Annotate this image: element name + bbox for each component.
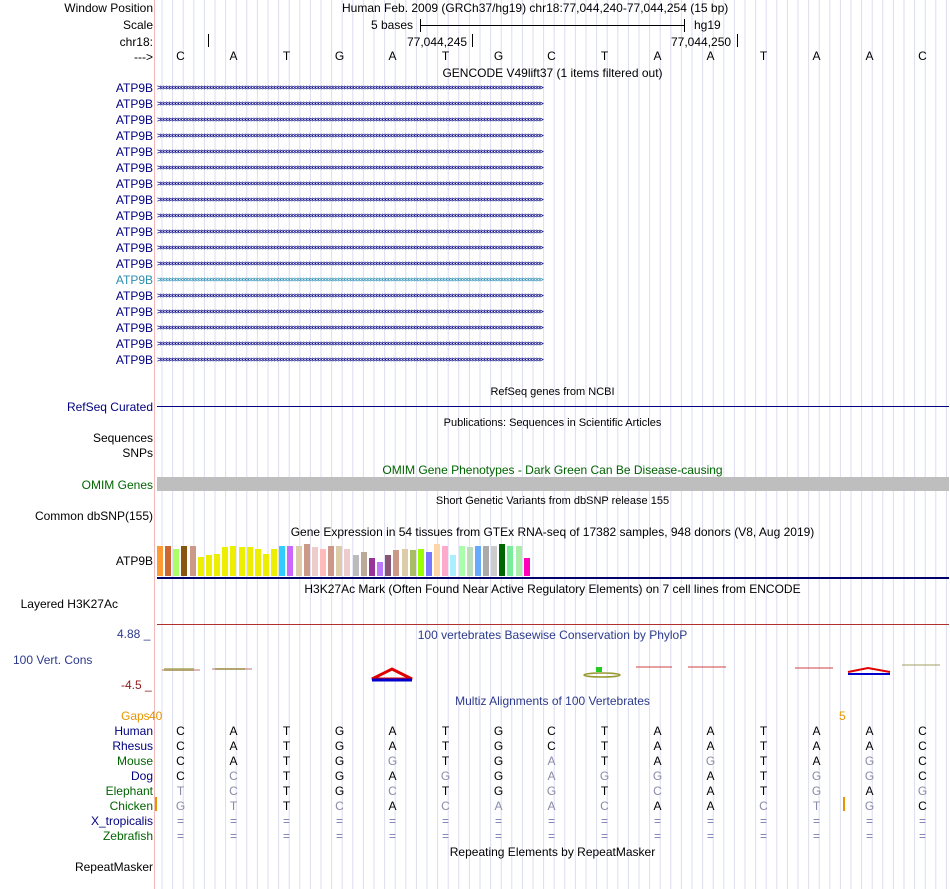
gtex-tissue-bar[interactable] — [181, 546, 187, 576]
base-letter: C — [547, 49, 556, 63]
aligned-base: G — [387, 754, 398, 768]
h3k27ac-baseline — [157, 624, 949, 625]
gencode-transcript-line[interactable]: >>>>>>>>>>>>>>>>>>>>>>>>>>>>>>>>>>>>>>>>>>>>>>>>>>>>>>>>>>>>>>>>>>>>>>>>>>>>>>>>>>>>>>>>>>>>>>>>>>>>>>>>>>>>>>>>>>>>>>>>>>>>>>>>>>>> — [157, 323, 542, 332]
base-letter: G — [493, 49, 504, 63]
species-alignment-row — [0, 724, 950, 738]
aligned-base: G — [864, 754, 875, 768]
gencode-transcript-line[interactable]: >>>>>>>>>>>>>>>>>>>>>>>>>>>>>>>>>>>>>>>>>>>>>>>>>>>>>>>>>>>>>>>>>>>>>>>>>>>>>>>>>>>>>>>>>>>>>>>>>>>>>>>>>>>>>>>>>>>>>>>>>>>>>>>>>>>> — [157, 227, 542, 236]
aligned-base: T — [759, 739, 768, 753]
gencode-transcript-line[interactable]: >>>>>>>>>>>>>>>>>>>>>>>>>>>>>>>>>>>>>>>>>>>>>>>>>>>>>>>>>>>>>>>>>>>>>>>>>>>>>>>>>>>>>>>>>>>>>>>>>>>>>>>>>>>>>>>>>>>>>>>>>>>>>>>>>>>> — [157, 339, 542, 348]
aligned-base: T — [600, 724, 609, 738]
aligned-base: T — [282, 724, 291, 738]
aligned-base: = — [918, 829, 926, 843]
gencode-gene-label[interactable]: ATP9B — [115, 113, 153, 127]
gtex-tissue-bar[interactable] — [271, 549, 277, 576]
chicken-gap-right — [843, 797, 845, 811]
aligned-base: G — [546, 784, 557, 798]
aligned-base: G — [493, 769, 504, 783]
aligned-base: A — [229, 739, 238, 753]
aligned-base: = — [335, 829, 343, 843]
repeatmasker-title: Repeating Elements by RepeatMasker — [449, 845, 656, 859]
species-label[interactable]: Dog — [130, 769, 153, 783]
aligned-base: C — [388, 784, 397, 798]
gtex-tissue-bar[interactable] — [157, 546, 163, 576]
aligned-base: G — [599, 769, 610, 783]
aligned-base: = — [865, 829, 873, 843]
aligned-base: A — [547, 754, 556, 768]
aligned-base: C — [547, 739, 556, 753]
aligned-base: A — [812, 739, 821, 753]
gtex-tissue-bar[interactable] — [304, 544, 310, 576]
base-letter: T — [759, 49, 768, 63]
aligned-base: G — [493, 739, 504, 753]
aligned-base: G — [493, 724, 504, 738]
aligned-base: G — [334, 769, 345, 783]
aligned-base: T — [812, 799, 821, 813]
gtex-tissue-bar[interactable] — [361, 552, 367, 576]
gtex-tissue-bar[interactable] — [287, 546, 293, 576]
gtex-tissue-bar[interactable] — [516, 546, 522, 576]
base-letter: T — [600, 49, 609, 63]
repeatmasker-label[interactable]: RepeatMasker — [74, 860, 153, 874]
gtex-bar-chart[interactable] — [157, 540, 949, 578]
aligned-base: C — [759, 799, 768, 813]
gtex-tissue-bar[interactable] — [402, 549, 408, 576]
gtex-tissue-bar[interactable] — [369, 558, 375, 576]
dbsnp-label[interactable]: Common dbSNP(155) — [34, 509, 153, 523]
gencode-gene-label[interactable]: ATP9B — [115, 353, 153, 367]
gtex-tissue-bar[interactable] — [442, 546, 448, 576]
aligned-base: A — [706, 724, 715, 738]
gtex-tissue-bar[interactable] — [198, 557, 204, 576]
species-alignment-row — [0, 829, 950, 843]
gtex-tissue-bar[interactable] — [296, 546, 302, 576]
gtex-tissue-bar[interactable] — [459, 546, 465, 576]
refseq-label[interactable]: RefSeq Curated — [66, 400, 153, 414]
aligned-base: A — [547, 799, 556, 813]
base-sequence-row — [0, 49, 950, 63]
base-letter: T — [441, 49, 450, 63]
aligned-base: T — [441, 754, 450, 768]
aligned-base: G — [811, 769, 822, 783]
aligned-base: C — [176, 754, 185, 768]
aligned-base: = — [494, 814, 502, 828]
gtex-tissue-bar[interactable] — [206, 555, 212, 576]
gtex-tissue-bar[interactable] — [353, 555, 359, 576]
aligned-base: A — [494, 799, 503, 813]
gencode-transcript-line[interactable]: >>>>>>>>>>>>>>>>>>>>>>>>>>>>>>>>>>>>>>>>>>>>>>>>>>>>>>>>>>>>>>>>>>>>>>>>>>>>>>>>>>>>>>>>>>>>>>>>>>>>>>>>>>>>>>>>>>>>>>>>>>>>>>>>>>>> — [157, 163, 542, 172]
gtex-tissue-bar[interactable] — [222, 547, 228, 576]
phylop-title: 100 vertebrates Basewise Conservation by PhyloP — [417, 628, 688, 642]
aligned-base: T — [282, 739, 291, 753]
aligned-base: T — [441, 739, 450, 753]
gencode-transcript-line[interactable]: >>>>>>>>>>>>>>>>>>>>>>>>>>>>>>>>>>>>>>>>>>>>>>>>>>>>>>>>>>>>>>>>>>>>>>>>>>>>>>>>>>>>>>>>>>>>>>>>>>>>>>>>>>>>>>>>>>>>>>>>>>>>>>>>>>>> — [157, 243, 542, 252]
gtex-tissue-bar[interactable] — [393, 550, 399, 576]
aligned-base: C — [441, 799, 450, 813]
aligned-base: G — [917, 784, 928, 798]
refseq-title: RefSeq genes from NCBI — [490, 386, 615, 398]
gencode-transcript-line[interactable]: >>>>>>>>>>>>>>>>>>>>>>>>>>>>>>>>>>>>>>>>>>>>>>>>>>>>>>>>>>>>>>>>>>>>>>>>>>>>>>>>>>>>>>>>>>>>>>>>>>>>>>>>>>>>>>>>>>>>>>>>>>>>>>>>>>>> — [157, 99, 542, 108]
aligned-base: G — [440, 769, 451, 783]
gencode-gene-label[interactable]: ATP9B — [115, 257, 153, 271]
gtex-tissue-bar[interactable] — [426, 552, 432, 576]
phylop-graph[interactable] — [0, 655, 950, 685]
multiz-title: Multiz Alignments of 100 Vertebrates — [455, 694, 650, 708]
aligned-base: = — [282, 814, 290, 828]
gtex-tissue-bar[interactable] — [499, 544, 505, 576]
gencode-transcript-line[interactable]: >>>>>>>>>>>>>>>>>>>>>>>>>>>>>>>>>>>>>>>>>>>>>>>>>>>>>>>>>>>>>>>>>>>>>>>>>>>>>>>>>>>>>>>>>>>>>>>>>>>>>>>>>>>>>>>>>>>>>>>>>>>>>>>>>>>> — [157, 275, 542, 284]
ruler-tick-0 — [208, 34, 209, 47]
aligned-base: T — [600, 739, 609, 753]
gtex-label[interactable]: ATP9B — [115, 554, 153, 568]
aligned-base: T — [282, 769, 291, 783]
aligned-base: = — [388, 829, 396, 843]
aligned-base: A — [653, 739, 662, 753]
aligned-base: C — [918, 724, 927, 738]
snps-label[interactable]: SNPs — [122, 446, 153, 460]
gtex-tissue-bar[interactable] — [239, 547, 245, 576]
base-letter: A — [865, 49, 874, 63]
aligned-base: A — [865, 739, 874, 753]
aligned-base: C — [918, 739, 927, 753]
gencode-transcript-line[interactable]: >>>>>>>>>>>>>>>>>>>>>>>>>>>>>>>>>>>>>>>>>>>>>>>>>>>>>>>>>>>>>>>>>>>>>>>>>>>>>>>>>>>>>>>>>>>>>>>>>>>>>>>>>>>>>>>>>>>>>>>>>>>>>>>>>>>> — [157, 211, 542, 220]
omim-label[interactable]: OMIM Genes — [81, 478, 153, 492]
gtex-tissue-bar[interactable] — [410, 550, 416, 576]
aligned-base: A — [653, 799, 662, 813]
h3k27ac-title: H3K27Ac Mark (Often Found Near Active Regulatory Elements) on 7 cell lines from ENCODE — [304, 582, 801, 596]
species-label[interactable]: Rhesus — [112, 739, 153, 753]
assembly-title: Human Feb. 2009 (GRCh37/hg19) chr18:77,044,240-77,044,254 (15 bp) — [342, 1, 729, 15]
gencode-gene-label[interactable]: ATP9B — [115, 161, 153, 175]
aligned-base: = — [229, 814, 237, 828]
aligned-base: A — [706, 739, 715, 753]
chicken-gap-left — [155, 797, 157, 811]
aligned-base: A — [229, 754, 238, 768]
omim-gene-bar[interactable] — [157, 477, 949, 491]
aligned-base: A — [653, 724, 662, 738]
aligned-base: A — [388, 724, 397, 738]
aligned-base: C — [918, 799, 927, 813]
db-label: hg19 — [694, 18, 721, 32]
gtex-tissue-bar[interactable] — [491, 546, 497, 576]
scale-label: Scale — [122, 18, 153, 32]
gtex-tissue-bar[interactable] — [173, 549, 179, 576]
gencode-gene-label[interactable]: ATP9B — [115, 289, 153, 303]
aligned-base: C — [229, 769, 238, 783]
aligned-base: = — [176, 814, 184, 828]
species-alignment-row — [0, 769, 950, 783]
aligned-base: G — [334, 739, 345, 753]
aligned-base: T — [176, 784, 185, 798]
strand-label: ---> — [134, 50, 153, 64]
aligned-base: C — [176, 724, 185, 738]
aligned-base: = — [865, 814, 873, 828]
species-label[interactable]: Chicken — [109, 799, 153, 813]
aligned-base: = — [653, 814, 661, 828]
gtex-tissue-bar[interactable] — [214, 554, 220, 576]
aligned-base: T — [282, 784, 291, 798]
gencode-gene-label[interactable]: ATP9B — [115, 305, 153, 319]
base-letter: A — [229, 49, 238, 63]
gencode-gene-label[interactable]: ATP9B — [115, 209, 153, 223]
aligned-base: = — [441, 829, 449, 843]
aligned-base: = — [812, 814, 820, 828]
aligned-base: = — [282, 829, 290, 843]
aligned-base: T — [282, 799, 291, 813]
gap-right-count: 5 — [839, 709, 846, 723]
base-letter: G — [334, 49, 345, 63]
species-label[interactable]: Mouse — [116, 754, 153, 768]
gencode-gene-label[interactable]: ATP9B — [115, 273, 153, 287]
base-letter: T — [282, 49, 291, 63]
aligned-base: = — [918, 814, 926, 828]
gencode-gene-label[interactable]: ATP9B — [115, 337, 153, 351]
gtex-tissue-bar[interactable] — [483, 546, 489, 576]
aligned-base: = — [653, 829, 661, 843]
aligned-base: = — [600, 829, 608, 843]
base-letter: A — [706, 49, 715, 63]
aligned-base: A — [229, 724, 238, 738]
aligned-base: C — [229, 784, 238, 798]
gencode-transcript-line[interactable]: >>>>>>>>>>>>>>>>>>>>>>>>>>>>>>>>>>>>>>>>>>>>>>>>>>>>>>>>>>>>>>>>>>>>>>>>>>>>>>>>>>>>>>>>>>>>>>>>>>>>>>>>>>>>>>>>>>>>>>>>>>>>>>>>>>>> — [157, 195, 542, 204]
gtex-gene-line — [157, 577, 949, 579]
species-alignment-row — [0, 739, 950, 753]
aligned-base: T — [759, 754, 768, 768]
aligned-base: G — [493, 754, 504, 768]
aligned-base: = — [388, 814, 396, 828]
gencode-gene-label[interactable]: ATP9B — [115, 145, 153, 159]
aligned-base: T — [441, 784, 450, 798]
phylop-ymax: 4.88 _ — [117, 627, 151, 641]
gtex-tissue-bar[interactable] — [336, 546, 342, 576]
chrom-label: chr18: — [119, 35, 153, 49]
species-label[interactable]: Elephant — [105, 784, 153, 798]
aligned-base: A — [865, 784, 874, 798]
species-alignment-row — [0, 784, 950, 798]
gtex-tissue-bar[interactable] — [475, 546, 481, 576]
publications-title: Publications: Sequences in Scientific Articles — [443, 417, 662, 429]
gtex-tissue-bar[interactable] — [312, 547, 318, 576]
aligned-base: A — [388, 799, 397, 813]
aligned-base: G — [705, 754, 716, 768]
h3k27ac-label[interactable]: Layered H3K27Ac — [20, 597, 118, 611]
aligned-base: A — [812, 724, 821, 738]
aligned-base: C — [547, 724, 556, 738]
aligned-base: = — [706, 814, 714, 828]
species-label[interactable]: Zebrafish — [102, 829, 153, 843]
aligned-base: T — [441, 724, 450, 738]
gtex-tissue-bar[interactable] — [263, 554, 269, 576]
gtex-tissue-bar[interactable] — [279, 546, 285, 576]
aligned-base: C — [600, 799, 609, 813]
aligned-base: T — [759, 724, 768, 738]
aligned-base: G — [652, 769, 663, 783]
gaps-label: Gaps — [121, 709, 150, 723]
base-letter: C — [176, 49, 185, 63]
aligned-base: A — [388, 769, 397, 783]
aligned-base: T — [600, 754, 609, 768]
aligned-base: T — [600, 784, 609, 798]
gtex-tissue-bar[interactable] — [507, 546, 513, 576]
gencode-gene-label[interactable]: ATP9B — [115, 225, 153, 239]
phylop-ymin: -4.5 _ — [121, 678, 152, 692]
phylop-label[interactable]: 100 Vert. Cons — [13, 653, 93, 667]
gtex-title: Gene Expression in 54 tissues from GTEx RNA-seq of 17382 samples, 948 donors (V8, Aug 2019) — [290, 525, 815, 539]
aligned-base: = — [441, 814, 449, 828]
aligned-base: = — [229, 829, 237, 843]
base-letter: A — [653, 49, 662, 63]
aligned-base: G — [334, 754, 345, 768]
gtex-tissue-bar[interactable] — [377, 562, 383, 576]
gencode-transcript-line[interactable]: >>>>>>>>>>>>>>>>>>>>>>>>>>>>>>>>>>>>>>>>>>>>>>>>>>>>>>>>>>>>>>>>>>>>>>>>>>>>>>>>>>>>>>>>>>>>>>>>>>>>>>>>>>>>>>>>>>>>>>>>>>>>>>>>>>>> — [157, 115, 542, 124]
scale-bar — [420, 25, 684, 26]
base-letter: A — [388, 49, 397, 63]
aligned-base: = — [759, 814, 767, 828]
ruler-tick-2 — [737, 34, 738, 47]
aligned-base: = — [547, 829, 555, 843]
ruler-pos-1: 77,044,245 — [407, 35, 468, 49]
gtex-tissue-bar[interactable] — [434, 544, 440, 576]
gtex-tissue-bar[interactable] — [467, 547, 473, 576]
gtex-tissue-bar[interactable] — [450, 555, 456, 576]
ruler-pos-2: 77,044,250 — [671, 35, 732, 49]
aligned-base: G — [811, 784, 822, 798]
aligned-base: G — [864, 769, 875, 783]
aligned-base: C — [176, 739, 185, 753]
aligned-base: C — [653, 784, 662, 798]
aligned-base: G — [334, 724, 345, 738]
gencode-gene-label[interactable]: ATP9B — [115, 241, 153, 255]
aligned-base: A — [706, 769, 715, 783]
aligned-base: A — [388, 739, 397, 753]
dbsnp-title: Short Genetic Variants from dbSNP release 155 — [435, 495, 670, 507]
gtex-tissue-bar[interactable] — [230, 546, 236, 576]
aligned-base: T — [759, 784, 768, 798]
gencode-gene-label[interactable]: ATP9B — [115, 81, 153, 95]
gencode-transcript-line[interactable]: >>>>>>>>>>>>>>>>>>>>>>>>>>>>>>>>>>>>>>>>>>>>>>>>>>>>>>>>>>>>>>>>>>>>>>>>>>>>>>>>>>>>>>>>>>>>>>>>>>>>>>>>>>>>>>>>>>>>>>>>>>>>>>>>>>>> — [157, 179, 542, 188]
base-letter: A — [812, 49, 821, 63]
aligned-base: A — [812, 754, 821, 768]
aligned-base: = — [176, 829, 184, 843]
species-alignment-row — [0, 754, 950, 768]
omim-title: OMIM Gene Phenotypes - Dark Green Can Be Disease-causing — [382, 463, 723, 477]
aligned-base: A — [706, 784, 715, 798]
scale-bar-right-tick — [684, 19, 685, 32]
gap-left-count: 40 — [149, 709, 163, 723]
aligned-base: = — [547, 814, 555, 828]
gencode-gene-label[interactable]: ATP9B — [115, 129, 153, 143]
aligned-base: = — [706, 829, 714, 843]
gencode-transcript-line[interactable]: >>>>>>>>>>>>>>>>>>>>>>>>>>>>>>>>>>>>>>>>>>>>>>>>>>>>>>>>>>>>>>>>>>>>>>>>>>>>>>>>>>>>>>>>>>>>>>>>>>>>>>>>>>>>>>>>>>>>>>>>>>>>>>>>>>>> — [157, 291, 542, 300]
gtex-tissue-bar[interactable] — [328, 546, 334, 576]
aligned-base: = — [494, 829, 502, 843]
gencode-title: GENCODE V49lift37 (1 items filtered out) — [442, 66, 663, 80]
aligned-base: A — [865, 724, 874, 738]
species-label[interactable]: X_tropicalis — [90, 814, 153, 828]
ruler-tick-1 — [472, 34, 473, 47]
gencode-transcript-line[interactable]: >>>>>>>>>>>>>>>>>>>>>>>>>>>>>>>>>>>>>>>>>>>>>>>>>>>>>>>>>>>>>>>>>>>>>>>>>>>>>>>>>>>>>>>>>>>>>>>>>>>>>>>>>>>>>>>>>>>>>>>>>>>>>>>>>>>> — [157, 131, 542, 140]
aligned-base: = — [759, 829, 767, 843]
scale-bar-left-tick — [420, 19, 421, 32]
gencode-gene-label[interactable]: ATP9B — [115, 97, 153, 111]
gtex-tissue-bar[interactable] — [524, 558, 530, 576]
aligned-base: A — [706, 799, 715, 813]
gencode-gene-label[interactable]: ATP9B — [115, 193, 153, 207]
scale-text: 5 bases — [371, 18, 414, 32]
gtex-tissue-bar[interactable] — [344, 549, 350, 576]
aligned-base: T — [229, 799, 238, 813]
gencode-transcript-line[interactable]: >>>>>>>>>>>>>>>>>>>>>>>>>>>>>>>>>>>>>>>>>>>>>>>>>>>>>>>>>>>>>>>>>>>>>>>>>>>>>>>>>>>>>>>>>>>>>>>>>>>>>>>>>>>>>>>>>>>>>>>>>>>>>>>>>>>> — [157, 259, 542, 268]
aligned-base: T — [282, 754, 291, 768]
aligned-base: A — [653, 754, 662, 768]
species-label[interactable]: Human — [114, 724, 153, 738]
aligned-base: C — [918, 754, 927, 768]
gencode-transcript-line[interactable]: >>>>>>>>>>>>>>>>>>>>>>>>>>>>>>>>>>>>>>>>>>>>>>>>>>>>>>>>>>>>>>>>>>>>>>>>>>>>>>>>>>>>>>>>>>>>>>>>>>>>>>>>>>>>>>>>>>>>>>>>>>>>>>>>>>>> — [157, 147, 542, 156]
sequences-label[interactable]: Sequences — [92, 431, 153, 445]
gtex-tissue-bar[interactable] — [247, 547, 253, 576]
gtex-tissue-bar[interactable] — [385, 555, 391, 576]
refseq-gene-line[interactable] — [157, 406, 949, 407]
aligned-base: = — [335, 814, 343, 828]
aligned-base: G — [175, 799, 186, 813]
aligned-base: C — [176, 769, 185, 783]
aligned-base: G — [864, 799, 875, 813]
window-position-label: Window Position — [64, 1, 153, 15]
gtex-tissue-bar[interactable] — [418, 549, 424, 576]
aligned-base: C — [335, 799, 344, 813]
species-alignment-row — [0, 814, 950, 828]
gencode-transcript-line[interactable]: >>>>>>>>>>>>>>>>>>>>>>>>>>>>>>>>>>>>>>>>>>>>>>>>>>>>>>>>>>>>>>>>>>>>>>>>>>>>>>>>>>>>>>>>>>>>>>>>>>>>>>>>>>>>>>>>>>>>>>>>>>>>>>>>>>>> — [157, 307, 542, 316]
base-letter: C — [918, 49, 927, 63]
gtex-tissue-bar[interactable] — [165, 546, 171, 576]
aligned-base: = — [812, 829, 820, 843]
aligned-base: = — [600, 814, 608, 828]
aligned-base: T — [759, 769, 768, 783]
gtex-tissue-bar[interactable] — [320, 549, 326, 576]
aligned-base: C — [918, 769, 927, 783]
aligned-base: A — [547, 769, 556, 783]
gtex-tissue-bar[interactable] — [190, 546, 196, 576]
gencode-transcript-line[interactable]: >>>>>>>>>>>>>>>>>>>>>>>>>>>>>>>>>>>>>>>>>>>>>>>>>>>>>>>>>>>>>>>>>>>>>>>>>>>>>>>>>>>>>>>>>>>>>>>>>>>>>>>>>>>>>>>>>>>>>>>>>>>>>>>>>>>> — [157, 355, 542, 364]
gencode-gene-label[interactable]: ATP9B — [115, 321, 153, 335]
gtex-tissue-bar[interactable] — [255, 549, 261, 576]
gencode-transcript-line[interactable]: >>>>>>>>>>>>>>>>>>>>>>>>>>>>>>>>>>>>>>>>>>>>>>>>>>>>>>>>>>>>>>>>>>>>>>>>>>>>>>>>>>>>>>>>>>>>>>>>>>>>>>>>>>>>>>>>>>>>>>>>>>>>>>>>>>>> — [157, 83, 542, 92]
species-alignment-row — [0, 799, 950, 813]
gencode-gene-label[interactable]: ATP9B — [115, 177, 153, 191]
aligned-base: G — [334, 784, 345, 798]
aligned-base: G — [493, 784, 504, 798]
